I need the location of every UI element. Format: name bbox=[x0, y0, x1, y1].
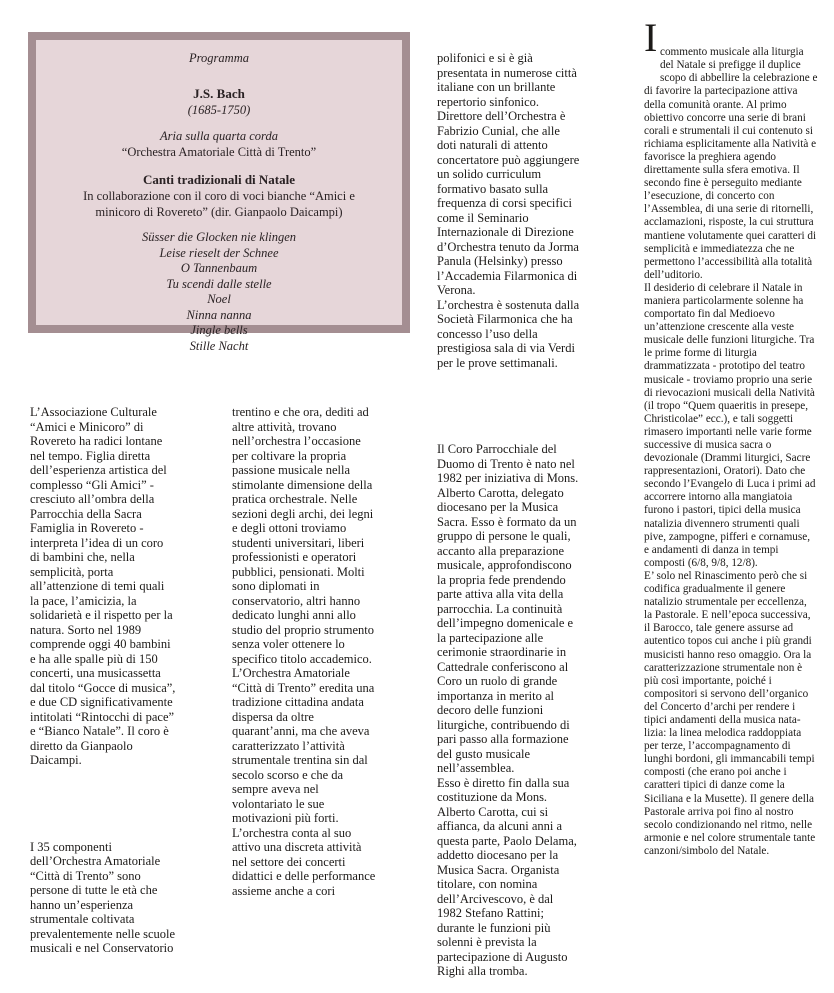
text-line: di bambini che, nella bbox=[30, 550, 135, 564]
composer-dates: (1685-1750) bbox=[187, 103, 251, 117]
text-line: trentino e che ora, dediti ad bbox=[232, 405, 369, 419]
text-line: direttamente sulla sfera emotiva. Il bbox=[644, 164, 800, 177]
text-line: per terze, l’accompagnamento di bbox=[644, 740, 791, 753]
text-line: l’esecuzione, di concerto con bbox=[644, 190, 775, 203]
text-line: comprende oggi 40 bambini bbox=[30, 637, 171, 651]
text-line: secolo scorso e che da bbox=[232, 767, 344, 782]
text-line: più così importante, poiché i bbox=[644, 674, 772, 687]
orchestra-paragraph-continued bbox=[232, 405, 375, 898]
liturgy-commentary bbox=[644, 46, 818, 858]
text-line: “Città di Trento” eredita una bbox=[232, 680, 375, 695]
text-line: natalizio strumentale per eccellenza, bbox=[644, 596, 807, 609]
text-line: volontariato le sue bbox=[232, 796, 325, 811]
collaboration-line: minicoro di Rovereto” (dir. Gianpaolo Daicampi) bbox=[95, 205, 343, 219]
text-line: assieme anche a cori bbox=[232, 883, 336, 898]
text-line: accanto alla preparazione bbox=[437, 543, 564, 558]
text-line: un solido curriculum bbox=[437, 167, 542, 181]
text-line: scopo di abbellire la celebrazione e bbox=[660, 72, 818, 85]
text-line: L’Associazione Culturale bbox=[30, 405, 157, 419]
text-line: titolare, con nomina bbox=[437, 877, 538, 891]
text-line: decoro delle funzioni bbox=[437, 703, 544, 717]
text-line: successive di musica sacra o bbox=[644, 439, 772, 451]
text-line: dell’impegno domenicale e bbox=[437, 616, 574, 630]
text-line: d’Orchestra tenuto da Jorma bbox=[437, 239, 579, 254]
text-line: motivazioni più forti. bbox=[232, 811, 339, 825]
text-line: della comunità orante. Al primo bbox=[644, 98, 787, 111]
text-line: Famiglia in Rovereto - bbox=[30, 521, 144, 535]
text-line: persone di tutte le età che bbox=[30, 883, 158, 897]
text-line: acclamazioni, risposte, la cui struttura bbox=[644, 216, 814, 229]
text-line: formativo basato sulla bbox=[437, 181, 549, 196]
text-line: L’orchestra è sostenuta dalla bbox=[437, 297, 580, 312]
text-line: devozionale (Drammi liturgici, Sacre bbox=[644, 452, 811, 465]
song-item: Ninna nanna bbox=[186, 307, 252, 322]
text-line: musicale delle funzioni liturgiche. Tra bbox=[644, 334, 815, 347]
column-4 bbox=[644, 15, 818, 871]
text-line: un’attenzione crescente alla veste bbox=[644, 321, 795, 334]
text-line: Coro un ruolo di grande bbox=[437, 674, 558, 688]
text-line: del Concerto d’archi per rendere i bbox=[644, 700, 796, 713]
text-line: musicali e nel Conservatorio bbox=[30, 941, 174, 955]
text-line: prevalentemente nelle scuole bbox=[30, 926, 176, 941]
drop-cap: I bbox=[644, 15, 658, 60]
column-2 bbox=[232, 376, 375, 913]
text-line: commento musicale alla liturgia bbox=[660, 46, 804, 59]
composer-name: J.S. Bach bbox=[193, 86, 245, 101]
text-line: solidarietà e il rispetto per la bbox=[30, 608, 173, 622]
text-line: Il desiderio di celebrare il Natale in bbox=[644, 281, 803, 294]
text-line: questa parte, Paolo Delama, bbox=[437, 833, 577, 848]
text-line: concertatore può aggiungere bbox=[437, 152, 580, 167]
text-line: musicale, approfondiscono bbox=[437, 558, 572, 572]
text-line: Internazionale di Direzione bbox=[437, 225, 574, 239]
program-heading: Programma bbox=[189, 51, 249, 65]
text-line: drammatizzata - prototipo del teatro bbox=[644, 360, 805, 373]
orchestra-director-paragraph bbox=[437, 51, 579, 370]
text-line: Parrocchia della Sacra bbox=[30, 506, 142, 521]
text-line: interpreta l’idea di un coro bbox=[30, 535, 164, 550]
text-line: quarant’anni, ma che aveva bbox=[232, 724, 370, 738]
association-paragraph bbox=[30, 405, 175, 768]
text-line: la partecipazione alle bbox=[437, 630, 544, 645]
text-line: studenti universitari, liberi bbox=[232, 535, 365, 550]
text-line: dell’Arcivescovo, è dal bbox=[437, 891, 554, 906]
text-line: affianca, da alcuni anni a bbox=[437, 819, 563, 833]
text-line: Duomo di Trento è nato nel bbox=[437, 456, 575, 471]
text-line: concerti, una musicassetta bbox=[30, 666, 161, 680]
text-line: gruppo di persone le quali, bbox=[437, 529, 571, 543]
text-line: composti (6/8, 9/8, 12/8). bbox=[644, 556, 758, 569]
text-line: la pace, l’amicizia, la bbox=[30, 593, 137, 608]
text-line: partecipazione di Augusto bbox=[437, 949, 568, 964]
text-line: Christicolae” ecc.), e tali soggetti bbox=[644, 412, 794, 425]
text-line: del gusto musicale bbox=[437, 746, 531, 761]
text-line: musicale - troviamo proprio una serie bbox=[644, 373, 813, 386]
text-line: Panula (Helsinky) presso bbox=[437, 254, 563, 268]
column-3 bbox=[437, 22, 579, 993]
text-line: mantiene volutamente quei caratteri di bbox=[644, 229, 817, 242]
text-line: Alberto Carotta, delegato bbox=[437, 485, 564, 500]
text-line: polifonici e si è già bbox=[437, 51, 533, 65]
text-line: importanza in merito al bbox=[437, 688, 554, 703]
text-line: Esso è diretto fin dalla sua bbox=[437, 775, 570, 790]
text-line: cerimonie straordinarie in bbox=[437, 645, 567, 659]
text-line: di favorire la partecipazione attiva bbox=[644, 85, 798, 98]
text-line: comportato fin dal Medioevo bbox=[644, 308, 775, 321]
text-line: Il Coro Parrocchiale del bbox=[437, 442, 557, 456]
text-line: strumentale trentina sin dal bbox=[232, 753, 368, 767]
text-line: codifica gradualmente il genere bbox=[644, 583, 786, 596]
text-line: l’Assemblea, di una serie di ritornelli, bbox=[644, 203, 814, 216]
text-line: sempre aveva nel bbox=[232, 782, 319, 796]
text-line: obiettivo concorre una serie di brani bbox=[644, 111, 806, 124]
text-line: pari passo alla formazione bbox=[437, 732, 569, 746]
text-line: E’ solo nel Rinascimento però che si bbox=[644, 569, 808, 582]
text-line: Sacra. Esso è formato da un bbox=[437, 514, 577, 529]
text-line: Alberto Carotta, cui si bbox=[437, 804, 549, 819]
song-item: Noel bbox=[207, 292, 231, 306]
text-line: professionisti e operatori bbox=[232, 550, 357, 564]
text-line: pubblici, pensionati. Molti bbox=[232, 564, 365, 579]
song-item: Jingle bells bbox=[190, 323, 248, 337]
text-line: nel tempo. Figlia diretta bbox=[30, 448, 151, 463]
text-line: Società Filarmonica che ha bbox=[437, 312, 573, 326]
text-line: lizia: la linea melodica raddoppiata bbox=[644, 727, 802, 740]
text-line: di rievocazioni musicali della Natività bbox=[644, 386, 815, 399]
song-item: O Tannenbaum bbox=[180, 261, 258, 275]
text-line: repertorio sinfonico. bbox=[437, 94, 540, 109]
text-line: armonie e nel colore strumentale tante bbox=[644, 831, 816, 844]
text-line: canzoni/simbolo del Natale. bbox=[644, 844, 770, 857]
song-item: Süsser die Glocken nie klingen bbox=[141, 230, 297, 244]
text-line: conservatorio, altri hanno bbox=[232, 593, 361, 608]
text-line: (il tropo “Quem quaeritis in presepe, bbox=[644, 399, 809, 412]
text-line: dedicato lunghi anni allo bbox=[232, 608, 356, 622]
text-line: caratteri tipici di danze come la bbox=[644, 779, 785, 792]
text-line: semplicità, porta bbox=[30, 564, 114, 579]
column-1 bbox=[30, 376, 175, 970]
piece-performer: “Orchestra Amatoriale Città di Trento” bbox=[121, 145, 317, 159]
text-line: diretto da Gianpaolo bbox=[30, 738, 133, 753]
text-line: attivo una discreta attività bbox=[232, 840, 362, 854]
text-line: prestigiosa sala di via Verdi bbox=[437, 341, 575, 355]
text-line: musicisti hanno reso omaggio. Ora la bbox=[644, 648, 812, 661]
text-line: rappresentazioni, Oratori). Dato che bbox=[644, 465, 806, 478]
text-line: Direttore dell’Orchestra è bbox=[437, 109, 566, 123]
text-line: la propria fede prendendo bbox=[437, 572, 566, 587]
text-line: e andamenti di danza in tempi bbox=[644, 543, 779, 556]
text-line: concesso l’uso della bbox=[437, 326, 538, 341]
text-line: didattici e delle performance bbox=[232, 869, 376, 883]
text-line: Daicampi. bbox=[30, 753, 82, 767]
text-line: dell’uditorio. bbox=[644, 268, 703, 281]
text-line: e ha alle spalle più di 150 bbox=[30, 651, 158, 666]
text-line: furono i pastori, tipici della musica bbox=[644, 504, 801, 517]
text-line: natura. Sorto nel 1989 bbox=[30, 622, 142, 637]
text-line: 1982 per iniziativa di Mons. bbox=[437, 471, 579, 485]
text-line: Pastorale arriva poi fino al nostro bbox=[644, 805, 794, 818]
text-line: nell’assemblea. bbox=[437, 761, 515, 775]
text-line: costituzione da Mons. bbox=[437, 790, 548, 804]
text-line: accorrere intorno alla mangiatoia bbox=[644, 491, 793, 504]
text-line: semplicità e immediatezza che ne bbox=[644, 242, 795, 255]
text-line: tipici andamenti della musica nata- bbox=[644, 713, 801, 726]
text-line: caratterizzazione strumentale non è bbox=[644, 661, 803, 674]
text-line: nel settore dei concerti bbox=[232, 854, 346, 869]
text-line: 1982 Stefano Rattini; bbox=[437, 906, 544, 920]
program-content bbox=[36, 40, 402, 353]
text-line: hanno un’esperienza bbox=[30, 897, 134, 912]
text-line: sezioni degli archi, dei legni bbox=[232, 506, 374, 521]
text-line: secolo condizionando nel ritmo, nelle bbox=[644, 818, 813, 831]
text-line: composti (che erano poi anche i bbox=[644, 766, 787, 779]
text-line: Siciliana e la Musette). Il genere della bbox=[644, 792, 814, 805]
text-line: e due CD significativamente bbox=[30, 695, 173, 709]
text-line: frequenza di corsi specifici bbox=[437, 196, 573, 210]
text-line: per le prove settimanali. bbox=[437, 355, 558, 370]
text-line: liturgiche, contribuendo di bbox=[437, 717, 570, 732]
text-line: “Amici e Minicoro” di bbox=[30, 419, 144, 434]
section-title: Canti tradizionali di Natale bbox=[142, 172, 296, 187]
text-line: caratterizzato l’attività bbox=[232, 738, 345, 753]
text-line: del Natale si prefigge il duplice bbox=[660, 59, 801, 72]
text-line: Rovereto ha radici lontane bbox=[30, 434, 163, 448]
text-line: italiane con un brillante bbox=[437, 80, 556, 94]
text-line: parrocchia. La continuità bbox=[437, 601, 563, 616]
text-line: l’Accademia Filarmonica di bbox=[437, 268, 578, 283]
text-line: parte attiva alla vita della bbox=[437, 587, 564, 601]
text-line: nell’orchestra l’occasione bbox=[232, 434, 361, 448]
text-line: autentico topos cui anche i più grandi bbox=[644, 635, 812, 648]
text-line: favorisce la preghiera agendo bbox=[644, 150, 777, 163]
text-line: dispersa da oltre bbox=[232, 709, 314, 724]
song-list bbox=[36, 230, 402, 354]
coro-paragraph bbox=[437, 442, 579, 979]
orchestra-paragraph bbox=[30, 840, 175, 956]
text-line: e “Bianco Natale”. Il coro è bbox=[30, 724, 169, 738]
text-line: passione musicale nella bbox=[232, 463, 351, 477]
song-item: Leise rieselt der Schnee bbox=[159, 245, 279, 260]
text-line: sono diplomati in bbox=[232, 579, 320, 593]
text-line: dal titolo “Gocce di musica”, bbox=[30, 680, 176, 695]
text-line: “Città di Trento” sono bbox=[30, 868, 141, 883]
text-line: dell’esperienza artistica del bbox=[30, 463, 167, 477]
text-line: dell’Orchestra Amatoriale bbox=[30, 854, 161, 868]
text-line: solenni è prevista la bbox=[437, 935, 537, 949]
text-line: la Pastorale. E nell’epoca successiva, bbox=[644, 609, 811, 622]
text-line: I 35 componenti bbox=[30, 839, 112, 854]
text-line: secondo fine è perseguito mediante bbox=[644, 177, 802, 190]
text-line: senza voler ottenere lo bbox=[232, 637, 345, 651]
piece-title: Aria sulla quarta corda bbox=[160, 129, 278, 143]
text-line: altre attività, trovano bbox=[232, 419, 337, 434]
text-line: intitolati “Rintocchi di pace” bbox=[30, 709, 175, 724]
text-line: secondo l’Evangelo di Luca i primi ad bbox=[644, 478, 816, 491]
text-line: diocesano per la Musica bbox=[437, 500, 559, 514]
text-line: corali e strumentali il cui contenuto si bbox=[644, 124, 814, 137]
text-line: richiama esplicitamente alla Natività e bbox=[644, 137, 817, 150]
text-line: pive, zampogne, pifferi e cornamuse, bbox=[644, 530, 810, 543]
text-line: doti naturali di attento bbox=[437, 138, 548, 152]
text-line: maniera particolarmente solenne ha bbox=[644, 294, 804, 307]
text-line: natalizia divennero strumenti quali bbox=[644, 517, 800, 530]
text-line: permettono l’accessibilità alla totalità bbox=[644, 255, 813, 268]
collaboration-line: In collaborazione con il coro di voci bianche “Amici e bbox=[83, 189, 355, 203]
text-line: durante le funzioni più bbox=[437, 920, 551, 935]
text-line: specifico titolo accademico. bbox=[232, 651, 372, 666]
text-line: addetto diocesano per la bbox=[437, 848, 559, 862]
text-line: studio del proprio strumento bbox=[232, 622, 374, 637]
text-line: Musica Sacra. Organista bbox=[437, 862, 560, 877]
text-line: rimasero importanti nelle varie forme bbox=[644, 425, 812, 438]
text-line: stimolante dimensione della bbox=[232, 477, 373, 492]
text-line: compositori si servono dell’organico bbox=[644, 687, 809, 700]
song-item: Stille Nacht bbox=[189, 338, 249, 353]
text-line: il Barocco, tale genere assurse ad bbox=[644, 622, 794, 635]
text-line: all’attenzione di temi quali bbox=[30, 579, 165, 593]
text-line: L’orchestra conta al suo bbox=[232, 825, 352, 840]
song-item: Tu scendi dalle stelle bbox=[166, 276, 272, 291]
text-line: lunghi bordoni, gli immancabili tempi bbox=[644, 753, 815, 766]
text-line: Righi alla tromba. bbox=[437, 964, 528, 978]
text-line: tradizione cittadina andata bbox=[232, 695, 364, 709]
text-line: per coltivare la propria bbox=[232, 448, 347, 463]
text-line: pratica orchestrale. Nelle bbox=[232, 492, 358, 506]
text-line: L’Orchestra Amatoriale bbox=[232, 666, 350, 680]
program-box bbox=[28, 32, 410, 353]
text-line: Verona. bbox=[437, 283, 476, 297]
text-line: complesso “Gli Amici” - bbox=[30, 477, 154, 492]
text-line: come il Seminario bbox=[437, 210, 529, 225]
text-line: Fabrizio Cunial, che alle bbox=[437, 123, 560, 138]
text-line: le prime forme di liturgia bbox=[644, 347, 757, 360]
text-line: presentata in numerose città bbox=[437, 65, 577, 80]
text-line: e degli ottoni troviamo bbox=[232, 521, 347, 535]
text-line: strumentale coltivata bbox=[30, 912, 135, 926]
text-line: Cattedrale conferiscono al bbox=[437, 659, 569, 674]
text-line: cresciuto all’ombra della bbox=[30, 492, 155, 506]
